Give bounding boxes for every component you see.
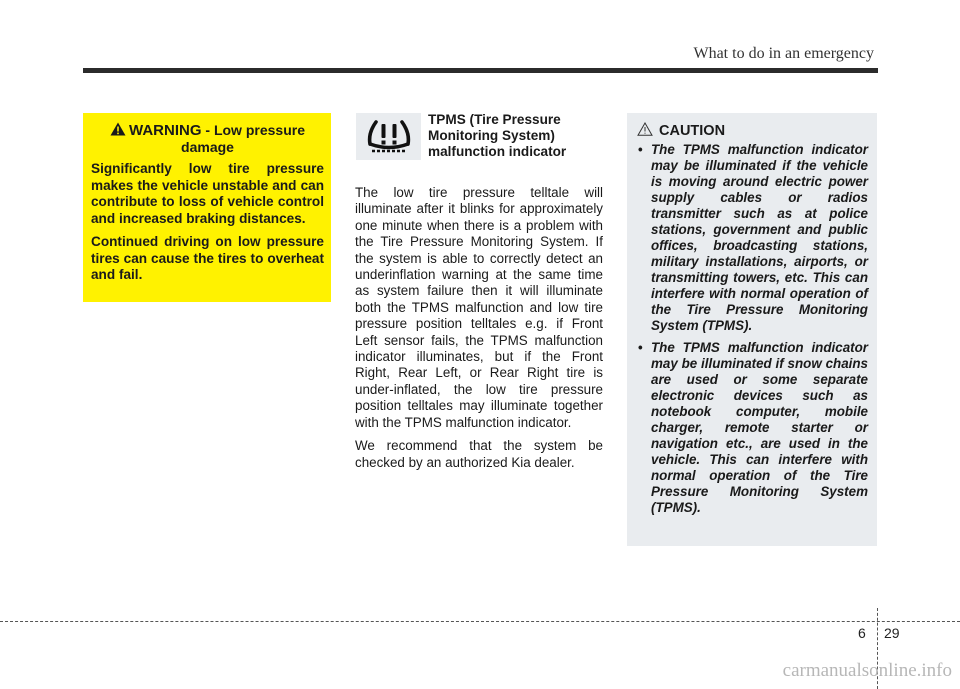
warning-paragraph: Significantly low tire pressure makes the vehicle unstable and can contribute to loss of vehicle control and increased braking distances. [91, 161, 324, 226]
caution-label: CAUTION [659, 123, 726, 139]
tpms-title-line: TPMS (Tire Pressure [428, 112, 561, 127]
page-number: 29 [884, 625, 900, 641]
warning-box [83, 113, 331, 302]
bullet: • [638, 340, 643, 355]
bullet: • [638, 142, 643, 157]
caution-item-text: The TPMS malfunction indicator may be illuminated if the vehicle is moving around electric power supply cables or radios transmitter such as at police stations, government and public offices, broadcasting stations, military installations, airports, or transmitting towers, etc. This can interfere with normal operation of the Tire Pressure Monitoring System (TPMS). [651, 142, 868, 333]
tpms-indicator-title [428, 112, 608, 160]
warning-triangle-icon [110, 122, 126, 136]
warning-heading [91, 122, 324, 155]
tpms-title-line: Monitoring System) [428, 128, 555, 143]
tpms-indicator-icon-box [356, 113, 421, 160]
caution-triangle-icon [637, 122, 653, 136]
chapter-number: 6 [858, 625, 866, 641]
warning-subtitle-line1: - Low pressure [201, 122, 305, 138]
header-rule [83, 68, 878, 73]
caution-list [637, 142, 868, 516]
tpms-malfunction-icon [366, 118, 412, 156]
body-paragraph: We recommend that the system be checked by an authorized Kia dealer. [355, 438, 603, 470]
warning-subtitle-line2: damage [181, 139, 234, 155]
caution-box [627, 113, 877, 546]
page-section-title: What to do in an emergency [693, 45, 874, 62]
footer-dashed-rule [0, 621, 960, 622]
tpms-title-line: malfunction indicator [428, 144, 567, 159]
warning-label: WARNING [129, 122, 202, 139]
caution-item [637, 142, 868, 334]
caution-heading [637, 122, 868, 140]
caution-item-text: The TPMS malfunction indicator may be illuminated if snow chains are used or some separate electronic devices such as notebook computer, mobile charger, remote starter or navigation etc., are used in the vehicle. This can interfere with normal operation of the Tire Pressure Monitoring System (TPMS). [651, 340, 868, 515]
body-paragraph: The low tire pressure telltale will illuminate after it blinks for approximately one minute when there is a problem with the Tire Pressure Monitoring System. If the system is able to correctly detect an underinflation warning at the same time as system failure then it will illuminate both the TPMS malfunction and low tire pressure position telltales e.g. if Front Left sensor fails, the TPMS malfunction indicator illuminates, but if the Front Right, Rear Left, or Rear Right tire is under-inflated, the low tire pressure position telltales may illuminate together with the TPMS malfunction indicator. [355, 185, 603, 430]
warning-paragraph: Continued driving on low pressure tires can cause the tires to overheat and fail. [91, 234, 324, 282]
watermark: carmanualsonline.info [782, 660, 952, 681]
caution-item [637, 340, 868, 516]
tpms-description [355, 185, 603, 478]
